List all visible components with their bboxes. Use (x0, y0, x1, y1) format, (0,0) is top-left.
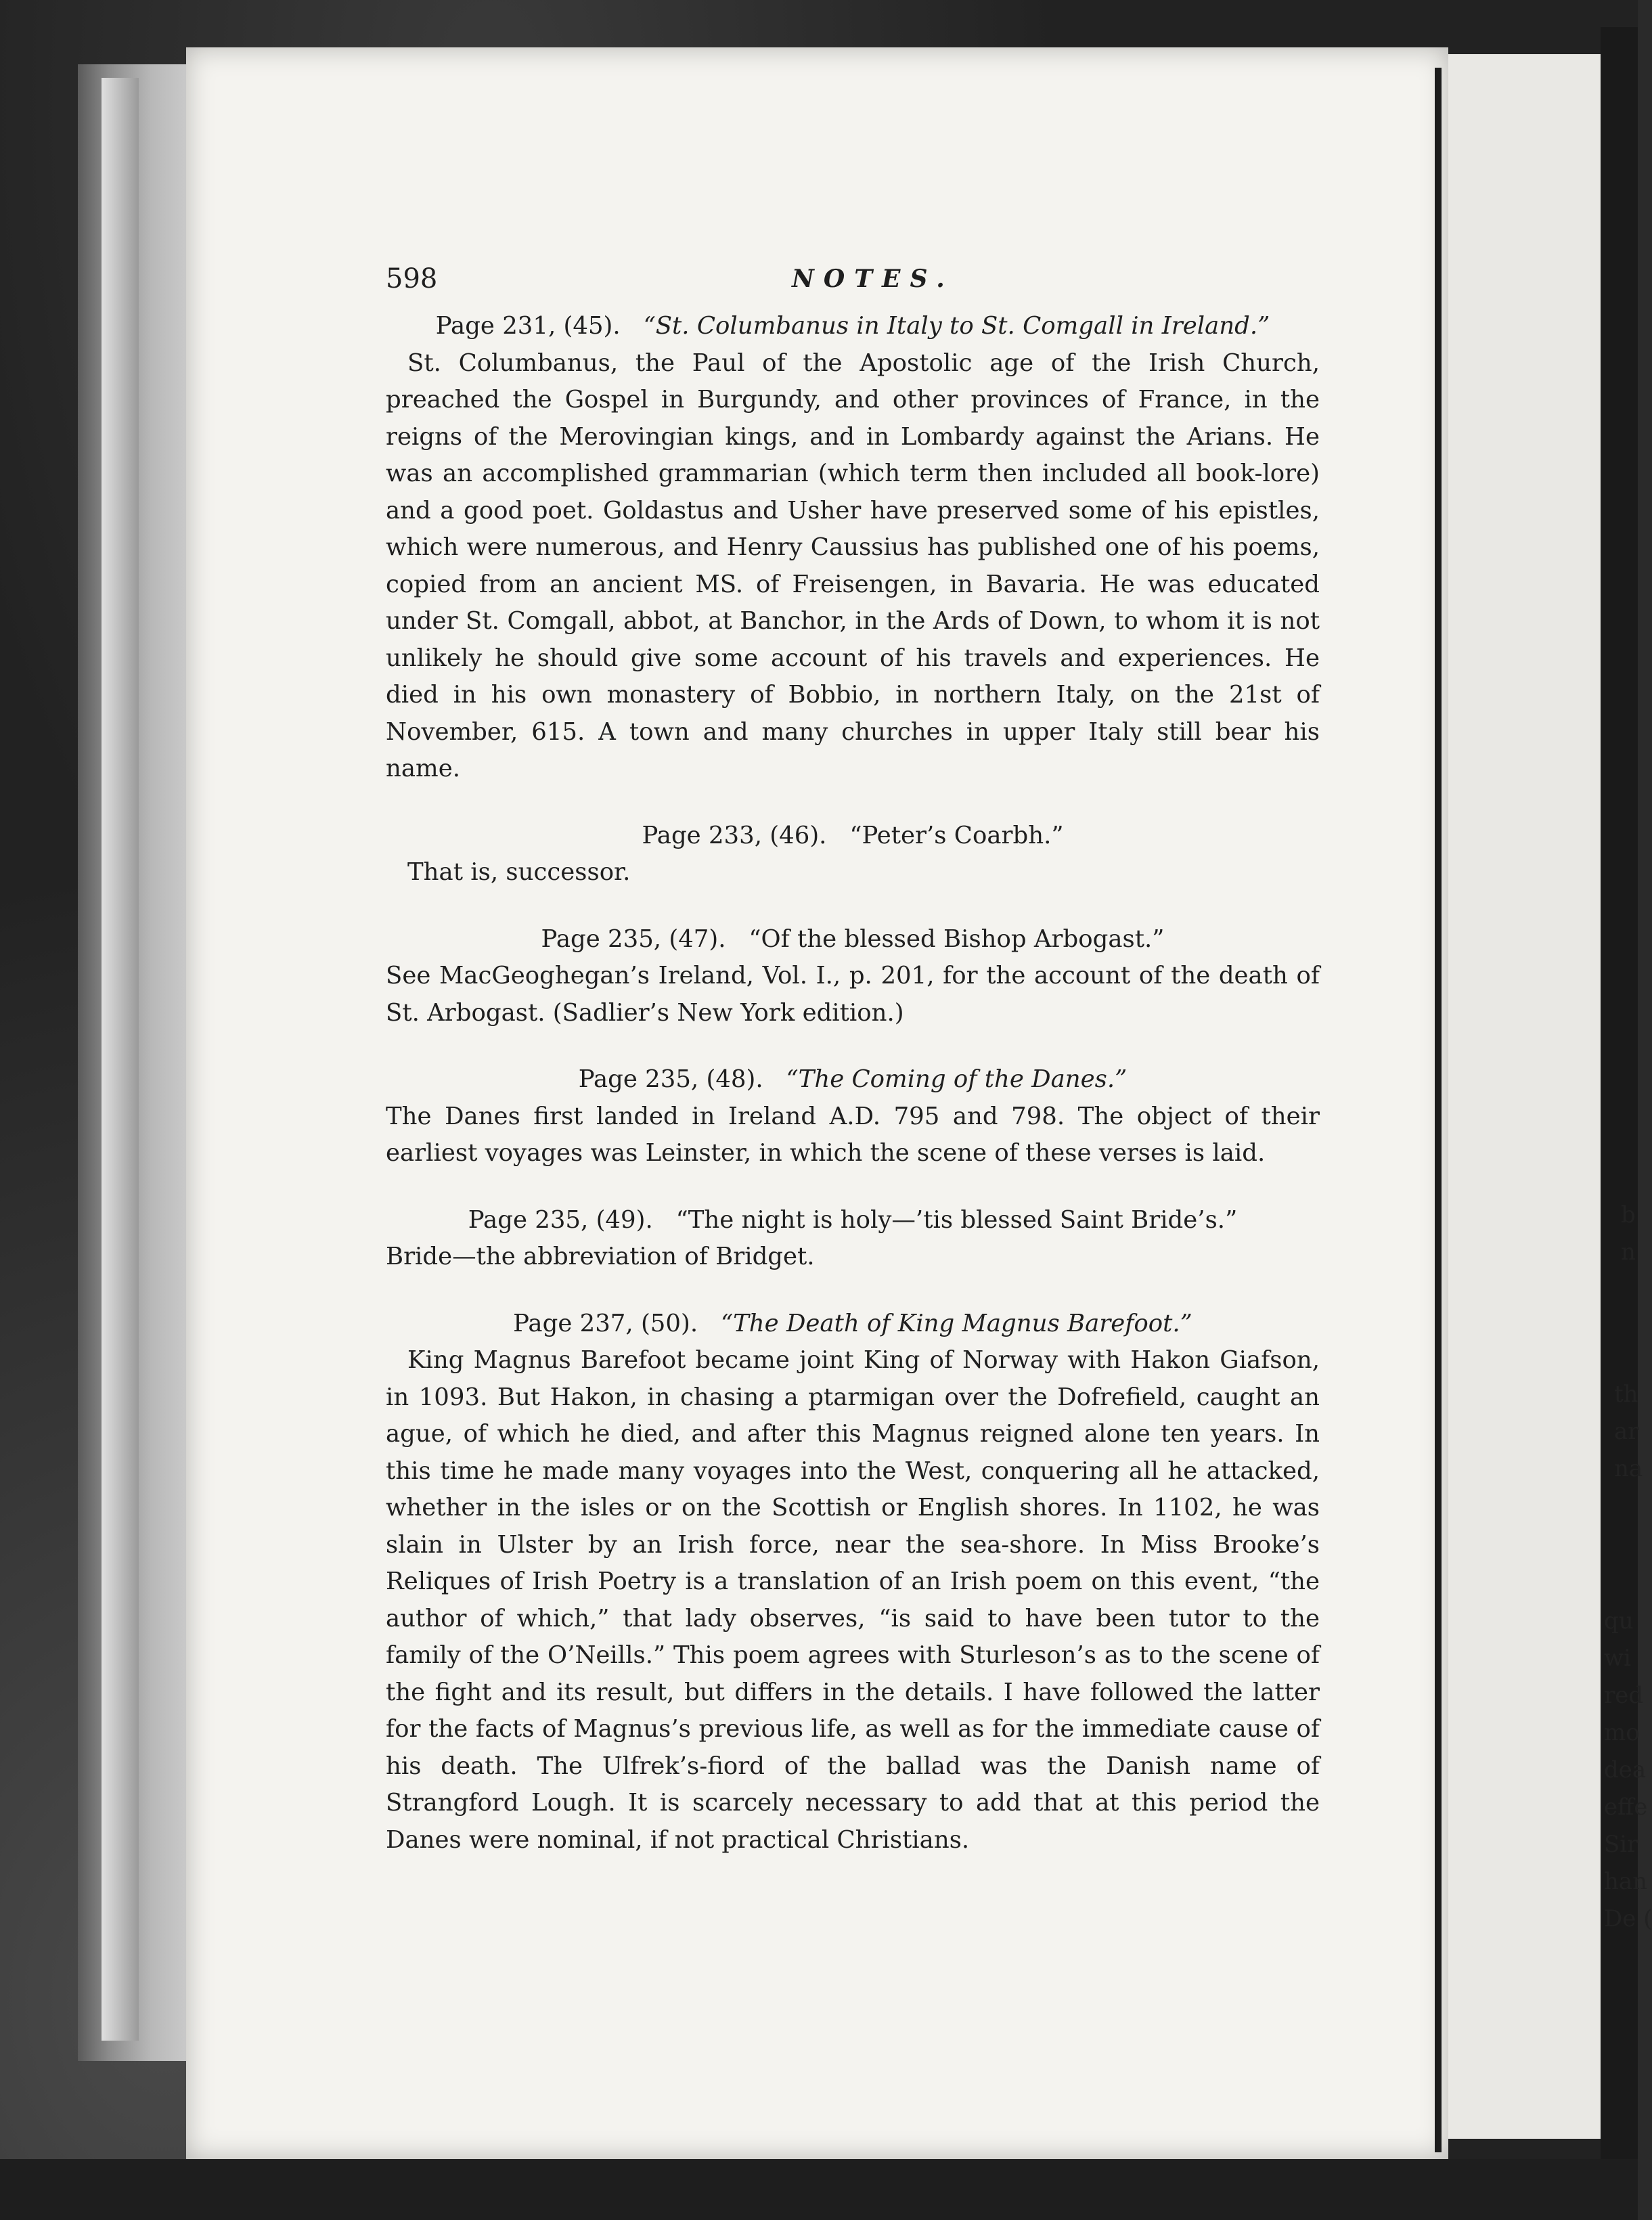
note-body: That is, successor. (407, 858, 631, 886)
note-body: St. Columbanus, the Paul of the Apostolic age of the Irish Church, preached the Gospel in Burgundy, and other provinces of France, in the reigns of the Merovingian kings, and in Lombardy against the Arians. He was an accomplished grammarian (which term then included all book-lore) and a good poet. Goldastus and Usher have preserved some of his epistles, which were numerous, and Henry Caussius has published one of his poems, copied from an ancient MS. of Freisengen, in Bavaria. He was educated under St. Comgall, abbot, at Banchor, in the Ards of Down, to whom it is not unlikely he should give some account of his travels and experiences. He died in his own monastery of Bobbio, in northern Italy, on the 21st of November, 615. A town and many churches in upper Italy still bear his name. (386, 349, 1320, 782)
fragment: Sir (1604, 1831, 1638, 1858)
fragment: mo (1604, 1719, 1640, 1746)
note-title: “The Death of King Magnus Barefoot.” (720, 1309, 1192, 1337)
page-gutter (1435, 68, 1442, 2152)
note-title: “The Coming of the Danes.” (786, 1065, 1128, 1093)
note-ref: Page 235, (48). (578, 1065, 763, 1093)
note-heading (386, 308, 1320, 345)
note-title: “The night is holy—’tis blessed Saint Bride’s.” (675, 1205, 1238, 1234)
fragment: n (1621, 1239, 1636, 1266)
fragment: han (1604, 1868, 1648, 1895)
fragment: effe (1604, 1794, 1648, 1821)
note-body: King Magnus Barefoot became joint King of Norway with Hakon Giafson, in 1093. But Hakon, in chasing a ptarmigan over the Dofrefield, caught an ague, of which he died, and after this Magnus reigned alone ten years. In this time he made many voyages into the West, conquering all he attacked, whether in the isles or on the Scottish or English shores. In 1102, he was slain in Ulster by an Irish force, near the sea-shore. In Miss Brooke’s Reliques of Irish Poetry is a translation of an Irish poem on this event, “the author of which,” that lady observes, “is said to have been tutor to the family of the O’Neills.” This poem agrees with Sturleson’s as to the scene of the fight and its result, but differs in the details. I have followed the latter for the facts of Magnus’s previous life, as well as for the immediate cause of his death. The Ulfrek’s-fiord of the ballad was the Danish name of Strangford Lough. It is scarcely necessary to add that at this period the Danes were nominal, if not practical Christians. (386, 1346, 1320, 1854)
note-ref: Page 235, (49). (468, 1205, 653, 1234)
note-ref: Page 235, (47). (541, 925, 726, 953)
fragment: na (1614, 1455, 1643, 1482)
page-number: 598 (386, 263, 438, 294)
fragment: red (1604, 1682, 1644, 1709)
note-heading (386, 1202, 1320, 1239)
fragment: qu (1604, 1607, 1634, 1635)
running-head: NOTES. (792, 265, 954, 293)
page-stack-edge (102, 78, 139, 2041)
fragment: De ( (1604, 1905, 1652, 1932)
note-heading (386, 1306, 1320, 1343)
fragment: ar (1614, 1418, 1639, 1445)
note-ref: Page 233, (46). (642, 821, 827, 849)
fragment: b (1621, 1201, 1636, 1228)
fragment: th (1614, 1381, 1638, 1408)
note-heading (386, 818, 1320, 855)
fragment: wi (1604, 1645, 1631, 1672)
book-spine-edge (78, 64, 202, 2061)
note-body: Bride—the abbreviation of Bridget. (386, 1243, 815, 1270)
note-title: “Of the blessed Bishop Arbogast.” (749, 925, 1165, 953)
note-title: “Peter’s Coarbh.” (849, 821, 1064, 849)
note-body: The Danes first landed in Ireland A.D. 795 and 798. The object of their earliest voyages was Leinster, in which the scene of these verses is laid. (386, 1102, 1320, 1167)
note-body: See MacGeoghegan’s Ireland, Vol. I., p. 201, for the account of the death of St. Arbogast. (Sadlier’s New York edition.) (386, 962, 1320, 1027)
note-ref: Page 237, (50). (513, 1309, 698, 1337)
page-header (386, 261, 1320, 308)
scan-bottom-band (0, 2159, 1638, 2220)
note-heading (386, 1061, 1320, 1098)
note-title: “St. Columbanus in Italy to St. Comgall in Ireland.” (643, 312, 1270, 340)
note-heading (386, 921, 1320, 958)
page-text (386, 261, 1320, 1859)
note-ref: Page 231, (45). (435, 312, 621, 340)
fragment: dea (1604, 1756, 1647, 1783)
